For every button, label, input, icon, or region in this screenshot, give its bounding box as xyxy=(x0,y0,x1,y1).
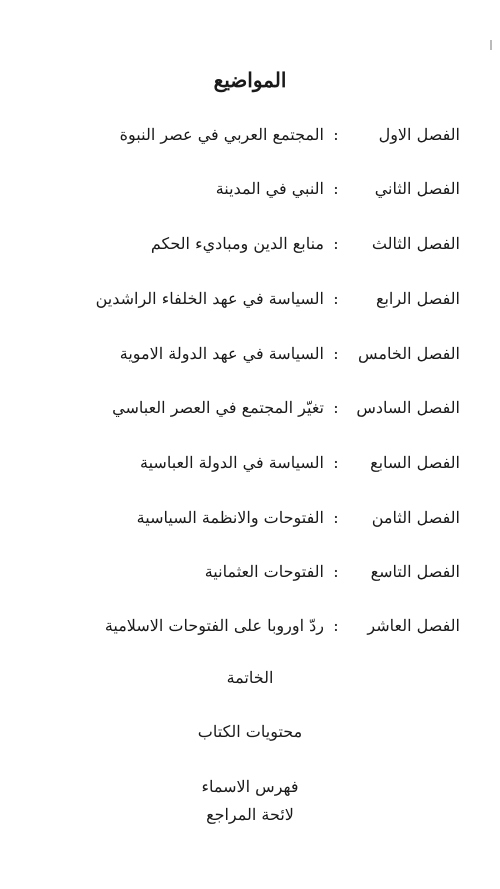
separator-colon: : xyxy=(333,507,339,527)
chapter-topic: النبي في المدينة xyxy=(215,178,324,198)
chapter-topic: السياسة في الدولة العباسية xyxy=(140,452,324,472)
toc-row-2 xyxy=(216,176,460,200)
toc-row-5 xyxy=(120,341,460,365)
toc-row-3 xyxy=(151,231,460,255)
separator-colon: : xyxy=(333,561,339,581)
separator-colon: : xyxy=(333,452,339,472)
separator-colon: : xyxy=(333,343,339,363)
separator-colon: : xyxy=(333,397,339,417)
toc-row-6 xyxy=(112,395,460,419)
chapter-label: الفصل العاشر xyxy=(367,615,460,635)
chapter-topic: الفتوحات العثمانية xyxy=(204,561,324,581)
separator-colon: : xyxy=(333,178,339,198)
chapter-label: الفصل الثاني xyxy=(374,178,460,198)
chapter-topic: السياسة في عهد الدولة الاموية xyxy=(119,343,324,363)
chapter-label: الفصل الثامن xyxy=(371,507,460,527)
chapter-label: الفصل السادس xyxy=(356,397,460,417)
toc-row-9 xyxy=(205,559,460,583)
conclusion-entry: الخاتمة xyxy=(226,668,274,687)
separator-colon: : xyxy=(333,615,339,635)
page-title: المواضيع xyxy=(213,68,287,92)
chapter-topic: السياسة في عهد الخلفاء الراشدين xyxy=(95,288,324,308)
separator-colon: : xyxy=(333,233,339,253)
book-contents-entry: محتويات الكتاب xyxy=(197,722,303,741)
names-index-entry: فهرس الاسماء xyxy=(201,777,299,796)
page-edge-mark xyxy=(490,40,492,50)
chapter-label: الفصل الاول xyxy=(378,124,460,144)
chapter-label: الفصل الرابع xyxy=(375,288,460,308)
chapter-topic: منابع الدين ومباديء الحكم xyxy=(150,233,324,253)
separator-colon: : xyxy=(333,288,339,308)
separator-colon: : xyxy=(333,124,339,144)
chapter-topic: المجتمع العربي في عصر النبوة xyxy=(119,124,324,144)
references-entry: لائحة المراجع xyxy=(206,805,294,824)
toc-row-10 xyxy=(105,613,460,637)
toc-row-4 xyxy=(96,286,460,310)
chapter-label: الفصل الثالث xyxy=(371,233,460,253)
chapter-label: الفصل التاسع xyxy=(370,561,460,581)
chapter-topic: الفتوحات والانظمة السياسية xyxy=(136,507,324,527)
toc-row-8 xyxy=(137,505,460,529)
toc-row-7 xyxy=(140,450,460,474)
chapter-topic: تغيّر المجتمع في العصر العباسي xyxy=(112,397,324,417)
chapter-label: الفصل الخامس xyxy=(358,343,460,363)
chapter-label: الفصل السابع xyxy=(370,452,460,472)
toc-row-1 xyxy=(120,122,460,146)
chapter-topic: ردّ اوروبا على الفتوحات الاسلامية xyxy=(104,615,324,635)
